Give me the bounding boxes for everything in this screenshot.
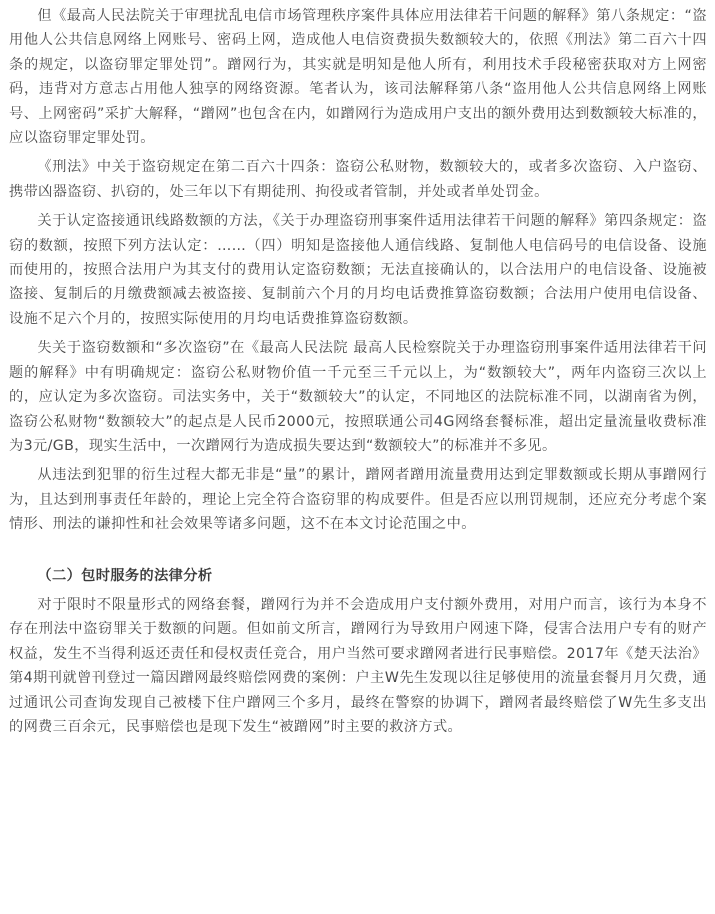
paragraph-criminal-law-theft: 《刑法》中关于盗窃规定在第二百六十四条：盗窃公私财物，数额较大的，或者多次盗窃、入户盗窃、携带凶器盗窃、扒窃的，处三年以下有期徒刑、拘役或者管制，并处或者单处罚金。 xyxy=(9,159,707,200)
paragraph-time-based-service: 对于限时不限量形式的网络套餐，蹭网行为并不会造成用户支付额外费用，对用户而言，该行为本身不存在刑法中盗窃罪关于数额的问题。但如前文所言，蹭网行为导致用户网速下降，侵害合法用户专有的财产权益，发生不当得利返还责任和侵权责任竞合，用户当然可要求蹭网者进行民事赔偿。2017年《楚天法治》第4期刊就曾刊登过一篇因蹭网最终赔偿网费的案例：户主W先生发现以往足够使用的流量套餐月月欠费，通过通讯公司查询发现自己被楼下住户蹭网三个多月，最终在警察的协调下，蹭网者最终赔偿了W先生多支出的网费三百余元，民事赔偿也是现下发生“被蹭网”时主要的救济方式。 xyxy=(9,596,707,735)
paragraph-judicial-interpretation: 但《最高人民法院关于审理扰乱电信市场管理秩序案件具体应用法律若干问题的解释》第八条规定：“盗用他人公共信息网络上网账号、密码上网，造成他人电信资费损失数额较大的，依照《刑法》第二百六十四条的规定，以盗窃罪定罪处罚”。蹭网行为，其实就是明知是他人所有，利用技术手段秘密获取对方上网密码，违背对方意志占用他人独享的网络资源。笔者认为，该司法解释第八条“盗用他人公共信息网络上网账号、上网密码”采扩大解释，“蹭网”也包含在内，如蹭网行为造成用户支出的额外费用达到数额较大标准的，应以盗窃罪定罪处罚。 xyxy=(9,8,707,147)
section-heading: （二）包时服务的法律分析 xyxy=(37,567,213,584)
paragraph-illegal-to-crime: 从违法到犯罪的衍生过程大都无非是“量”的累计，蹭网者蹭用流量费用达到定罪数额或长期从事蹭网行为，且达到刑事责任年龄的，理论上完全符合盗窃罪的构成要件。但是否应以刑罚规制，还应充分考虑个案情形、刑法的谦抑性和社会效果等诸多问题，这不在本文讨论范围之中。 xyxy=(9,467,707,533)
paragraph-multiple-theft: 失关于盗窃数额和“多次盗窃”在《最高人民法院 最高人民检察院关于办理盗窃刑事案件适用法律若干问题的解释》中有明确规定：盗窃公私财物价值一千元至三千元以上，为“数额较大”，两年内盗窃三次以上的，应认定为多次盗窃。司法实务中，关于“数额较大”的认定，不同地区的法院标准不同，以湖南省为例，盗窃公私财物“数额较大”的起点是人民币2000元，按照联通公司4G网络套餐标准，超出定量流量收费标准为3元/GB，现实生活中，一次蹭网行为造成损失要达到“数额较大”的标准并不多见。 xyxy=(9,340,707,454)
paragraph-theft-amount-method: 关于认定盗接通讯线路数额的方法，《关于办理盗窃刑事案件适用法律若干问题的解释》第四条规定：盗窃的数额，按照下列方法认定：……（四）明知是盗接他人通信线路、复制他人电信码号的电信设备、设施而使用的，按照合法用户为其支付的费用认定盗窃数额；无法直接确认的，以合法用户的电信设备、设施被盗接、复制后的月缴费额减去被盗接、复制前六个月的月均电话费推算盗窃数额；合法用户使用电信设备、设施不足六个月的，按照实际使用的月均电话费推算盗窃数额。 xyxy=(9,213,707,327)
